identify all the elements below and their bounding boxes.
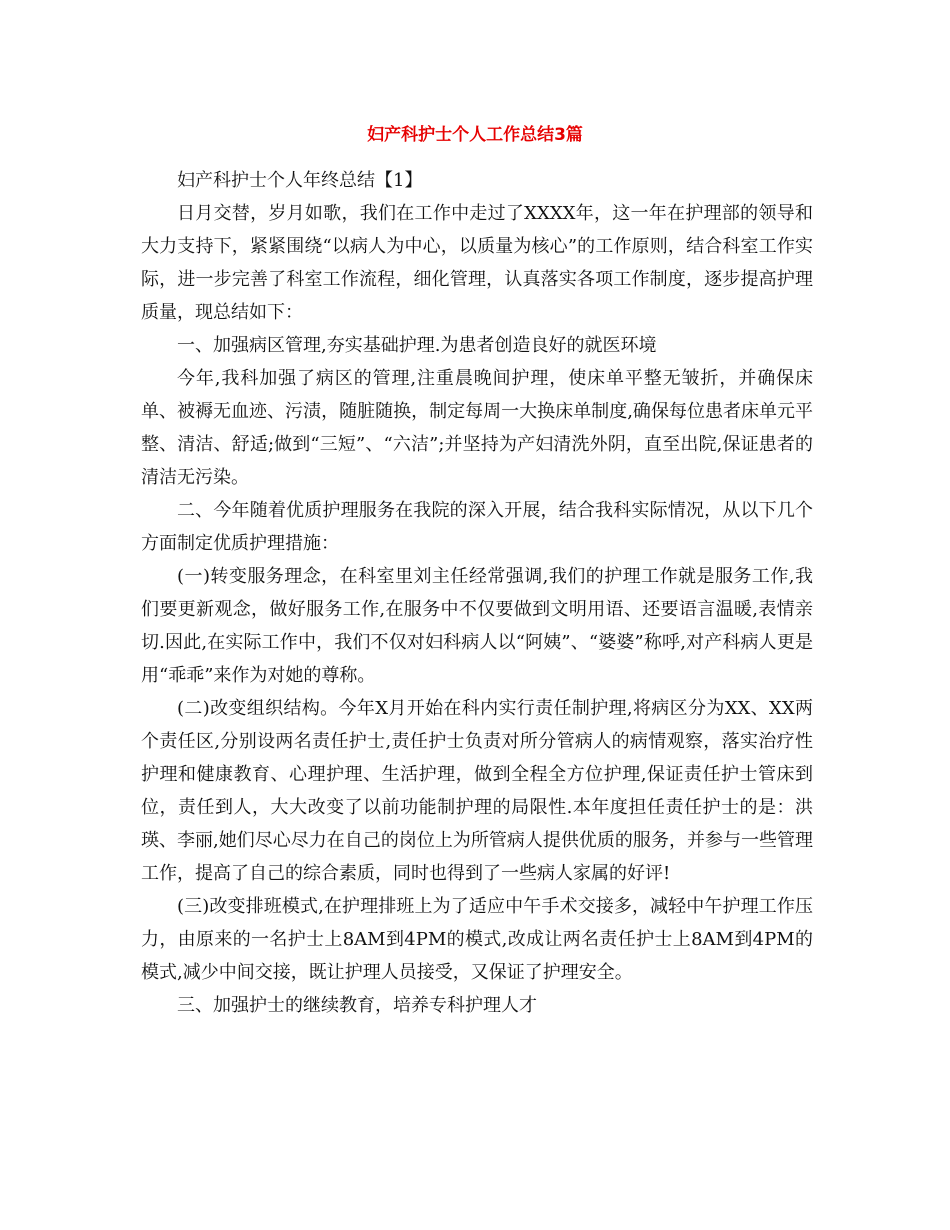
section-heading: 妇产科护士个人年终总结【1】	[177, 170, 423, 191]
paragraph: (三)改变排班模式,在护理排班上为了适应中午手术交接多，减轻中午护理工作压力，由原来的一名护士上8AM到4PM的模式,改成让两名责任护士上8AM到4PM的模式,减少中间交接，既让护理人员接受，又保证了护理安全。	[141, 896, 813, 983]
paragraph: (二)改变组织结构。今年X月开始在科内实行责任制护理,将病区分为XX、XX两个责任区,分别设两名责任护士,责任护士负责对所分管病人的病情观察，落实治疗性护理和健康教育、心理护理、生活护理，做到全程全方位护理,保证责任护士管床到位，责任到人，大大改变了以前功能制护理的局限性.本年度担任责任护士的是：洪瑛、李丽,她们尽心尽力在自己的岗位上为所管病人提供优质的服务，并参与一些管理工作，提高了自己的综合素质，同时也得到了一些病人家属的好评!	[141, 698, 813, 884]
paragraph: 二、今年随着优质护理服务在我院的深入开展，结合我科实际情况，从以下几个方面制定优质护理措施：	[141, 500, 813, 554]
page-title: 妇产科护士个人工作总结3篇	[367, 125, 583, 145]
section-heading: 三、加强护士的继续教育，培养专科护理人才	[177, 995, 537, 1016]
paragraph: 日月交替，岁月如歌，我们在工作中走过了XXXX年，这一年在护理部的领导和大力支持下，紧紧围绕“以病人为中心，以质量为核心”的工作原则，结合科室工作实际，进一步完善了科室工作流程，细化管理，认真落实各项工作制度，逐步提高护理质量，现总结如下：	[141, 203, 813, 323]
paragraph: (一)转变服务理念，在科室里刘主任经常强调,我们的护理工作就是服务工作,我们要更新观念，做好服务工作,在服务中不仅要做到文明用语、还要语言温暖,表情亲切.因此,在实际工作中，我们不仅对妇科病人以“阿姨”、“婆婆”称呼,对产科病人更是用“乖乖”来作为对她的尊称。	[141, 566, 813, 686]
section-heading: 一、加强病区管理,夯实基础护理.为患者创造良好的就医环境	[177, 335, 657, 356]
paragraph: 今年,我科加强了病区的管理,注重晨晚间护理，使床单平整无皱折，并确保床单、被褥无血迹、污渍，随脏随换，制定每周一大换床单制度,确保每位患者床单元平整、清洁、舒适;做到“三短”、“六洁”;并坚持为产妇清洗外阴，直至出院,保证患者的清洁无污染。	[141, 368, 813, 488]
document-body	[141, 164, 813, 1022]
